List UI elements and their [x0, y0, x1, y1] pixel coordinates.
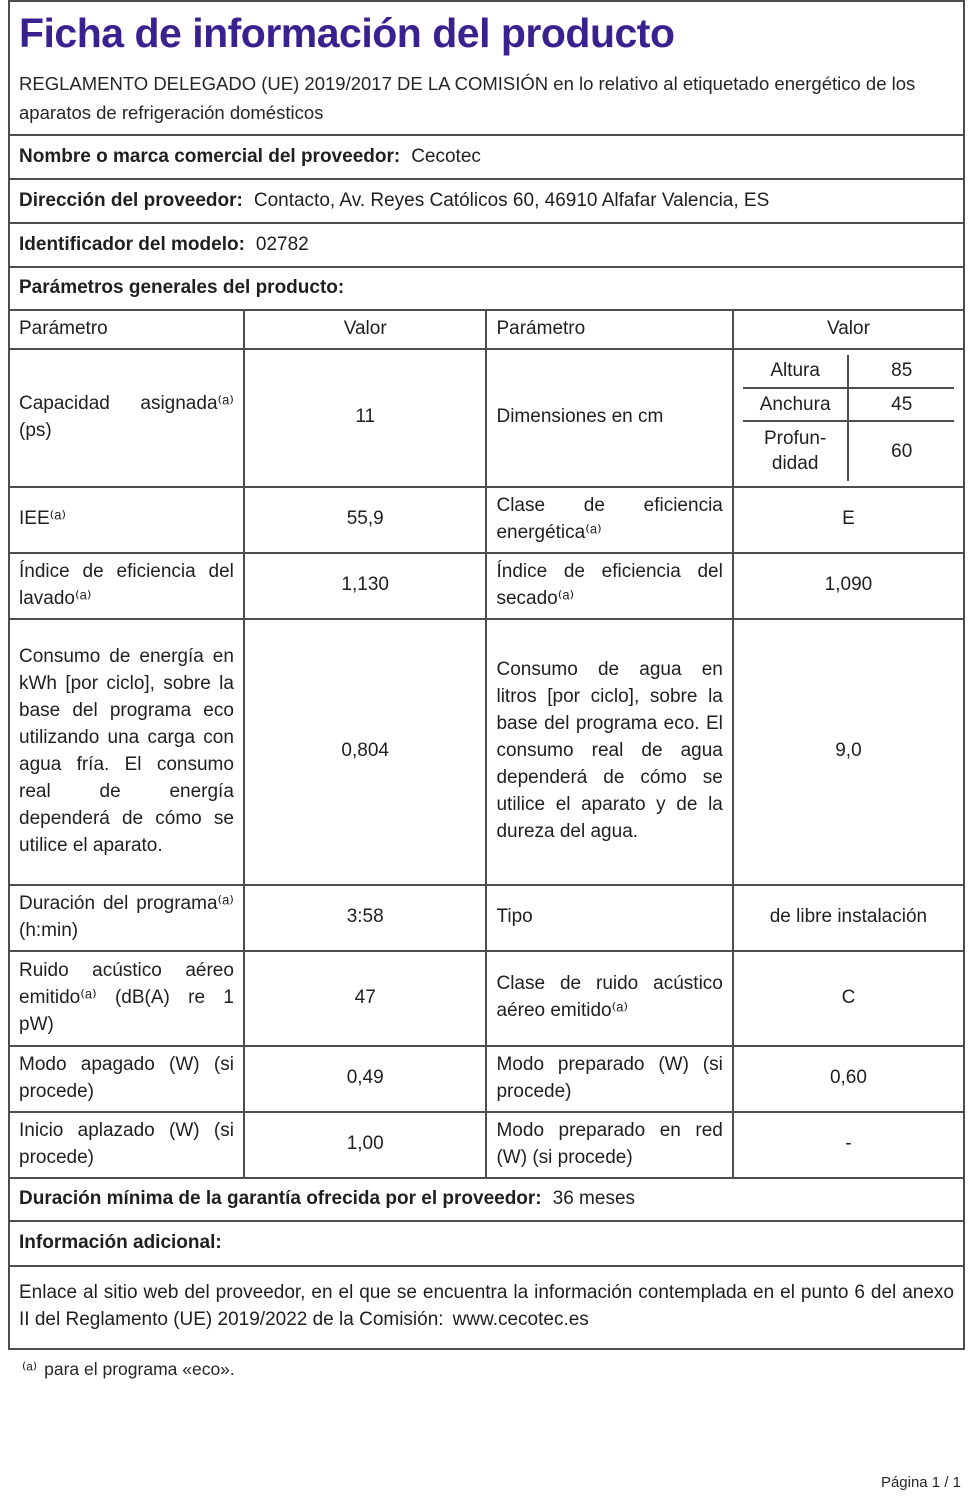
general-params-label: Parámetros generales del producto:	[19, 277, 345, 299]
supplier-address-cell	[9, 179, 964, 223]
param-cell: Modo apagado (W) (si procede)	[9, 1046, 244, 1112]
supplier-link-intro: Enlace al sitio web del proveedor, en el que se encuentra la información contemplada en el punto 6 del anexo II del Reglamento (UE) 2019/2022 de la Comisión:	[19, 1282, 954, 1331]
warranty-label: Duración mínima de la garantía ofrecida por el proveedor:	[19, 1187, 542, 1209]
dimension-label: Anchura	[743, 388, 849, 421]
param-cell: Tipo	[486, 885, 732, 951]
supplier-name-cell	[9, 135, 964, 179]
param-cell: Clase de eficiencia energética⁽ᵃ⁾	[486, 487, 732, 553]
supplier-address-label: Dirección del proveedor:	[19, 189, 243, 211]
value-cell: 1,130	[244, 553, 487, 619]
dimension-value: 45	[848, 388, 954, 421]
footnote-text: para el programa «eco».	[44, 1358, 235, 1379]
value-cell: 55,9	[244, 487, 487, 553]
additional-info-header-cell	[9, 1221, 964, 1266]
value-cell: -	[733, 1112, 964, 1178]
param-cell: Clase de ruido acústico aéreo emitido⁽ᵃ⁾	[486, 951, 732, 1046]
value-cell: E	[733, 487, 964, 553]
warranty-value: 36 meses	[552, 1187, 636, 1209]
value-cell: de libre instalación	[733, 885, 964, 951]
dimensions-table	[743, 355, 954, 481]
value-cell: 11	[244, 349, 487, 487]
dimension-row	[743, 388, 954, 421]
param-cell: Índice de eficiencia del lavado⁽ᵃ⁾	[9, 553, 244, 619]
supplier-name-row	[9, 135, 964, 179]
supplier-address-value: Contacto, Av. Reyes Católicos 60, 46910 Alfafar Valencia, ES	[253, 189, 770, 211]
value-cell: 0,60	[733, 1046, 964, 1112]
dimension-row	[743, 355, 954, 388]
param-cell: Consumo de agua en litros [por ciclo], sobre la base del programa eco. El consumo real de agua dependerá de cómo se utilice el aparato y de la dureza del agua.	[486, 619, 732, 885]
supplier-website-url: www.cecotec.es	[452, 1309, 589, 1331]
table-row-duration-type	[9, 885, 964, 951]
dimension-row	[743, 421, 954, 481]
value-cell: 0,49	[244, 1046, 487, 1112]
param-cell: Capacidad asignada⁽ᵃ⁾ (ps)	[9, 349, 244, 487]
general-params-cell	[9, 267, 964, 310]
supplier-address-row	[9, 179, 964, 223]
value-cell: C	[733, 951, 964, 1046]
dimensions-cell	[733, 349, 964, 487]
title-cell	[9, 1, 964, 135]
value-cell: 47	[244, 951, 487, 1046]
supplier-link-cell	[9, 1266, 964, 1349]
additional-info-label: Información adicional:	[19, 1231, 222, 1253]
table-header-row	[9, 310, 964, 349]
dimension-value: 85	[848, 355, 954, 388]
param-cell: Índice de eficiencia del secado⁽ᵃ⁾	[486, 553, 732, 619]
table-row-off-standby	[9, 1046, 964, 1112]
product-fiche-table	[8, 0, 965, 1350]
param-cell: Dimensiones en cm	[486, 349, 732, 487]
dimension-label: Altura	[770, 360, 820, 382]
dimension-label: Profundidad	[743, 421, 849, 481]
model-identifier-cell	[9, 223, 964, 267]
model-identifier-value: 02782	[255, 233, 309, 255]
additional-info-header-row	[9, 1221, 964, 1266]
param-cell: Modo preparado (W) (si procede)	[486, 1046, 732, 1112]
table-row-consumption	[9, 619, 964, 885]
value-cell: 9,0	[733, 619, 964, 885]
param-cell: Modo preparado en red (W) (si procede)	[486, 1112, 732, 1178]
page-indicator: Página 1 / 1	[880, 1474, 961, 1491]
dimension-value: 60	[848, 421, 954, 481]
table-row-noise	[9, 951, 964, 1046]
param-cell: Consumo de energía en kWh [por ciclo], sobre la base del programa eco utilizando una carga con agua fría. El consumo real de energía dependerá de cómo se utilice el aparato.	[9, 619, 244, 885]
column-header-param-left: Parámetro	[9, 310, 244, 349]
model-identifier-label: Identificador del modelo:	[19, 233, 245, 255]
value-cell: 3:58	[244, 885, 487, 951]
footnote-marker: ⁽ᵃ⁾	[22, 1358, 38, 1379]
model-identifier-row	[9, 223, 964, 267]
supplier-link-row	[9, 1266, 964, 1349]
param-cell: Duración del programa⁽ᵃ⁾ (h:min)	[9, 885, 244, 951]
regulation-subtitle: REGLAMENTO DELEGADO (UE) 2019/2017 DE LA COMISIÓN en lo relativo al etiquetado energético de los aparatos de refrigeración domésticos	[19, 72, 916, 123]
param-cell: Ruido acústico aéreo emitido⁽ᵃ⁾ (dB(A) re 1 pW)	[9, 951, 244, 1046]
table-row-iee	[9, 487, 964, 553]
column-header-value-left: Valor	[244, 310, 487, 349]
title-row	[9, 1, 964, 135]
table-row-capacity-dimensions	[9, 349, 964, 487]
table-row-efficiency-index	[9, 553, 964, 619]
column-header-value-right: Valor	[733, 310, 964, 349]
footnote	[22, 1359, 965, 1380]
value-cell: 0,804	[244, 619, 487, 885]
page-title: Ficha de información del producto	[19, 9, 675, 56]
general-params-row	[9, 267, 964, 310]
value-cell: 1,00	[244, 1112, 487, 1178]
supplier-name-value: Cecotec	[411, 145, 481, 167]
value-cell: 1,090	[733, 553, 964, 619]
warranty-row	[9, 1178, 964, 1221]
table-row-delay-network	[9, 1112, 964, 1178]
param-cell: IEE⁽ᵃ⁾	[9, 487, 244, 553]
param-cell: Inicio aplazado (W) (si procede)	[9, 1112, 244, 1178]
supplier-name-label: Nombre o marca comercial del proveedor:	[19, 145, 401, 167]
column-header-param-right: Parámetro	[486, 310, 732, 349]
warranty-cell	[9, 1178, 964, 1221]
